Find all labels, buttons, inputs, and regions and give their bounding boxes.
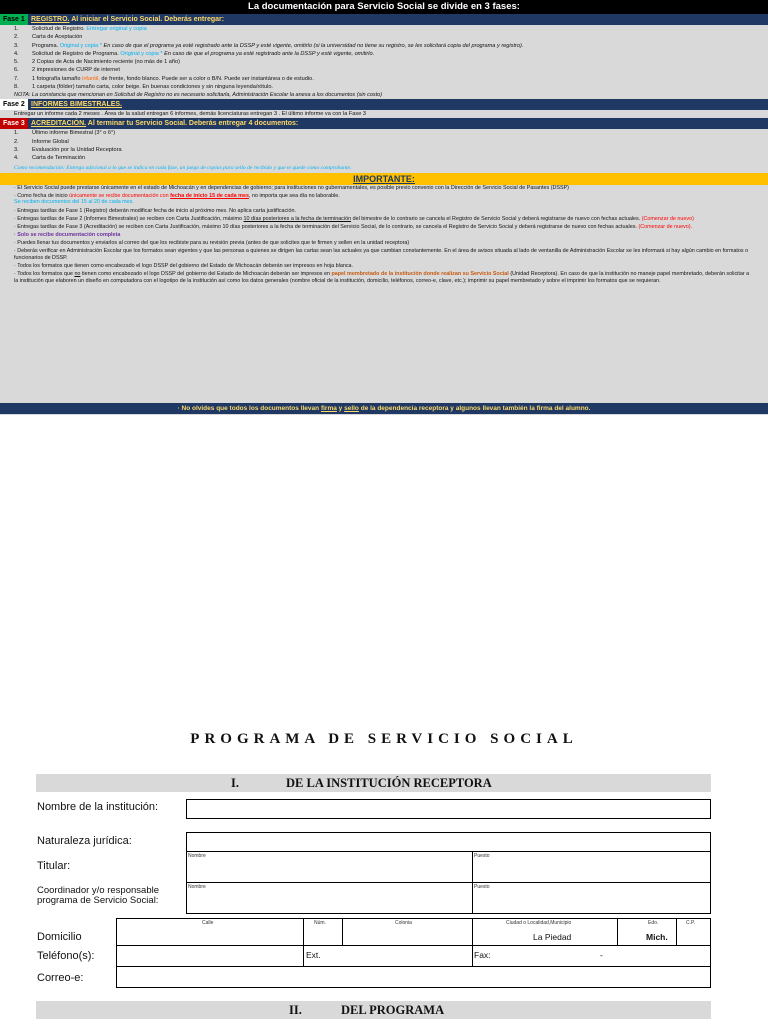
caption-num: Núm.: [314, 920, 326, 926]
phase1-list: [0, 25, 768, 91]
caption-cp: C.P.: [686, 920, 696, 926]
titular-nombre-input[interactable]: [186, 851, 473, 883]
phase1-subtitle: Al iniciar el Servicio Social. Deberás entregar:: [71, 16, 225, 23]
instructions-panel: [0, 0, 768, 415]
important-note: · Entregas tardías de Fase 1 (Registro) deberán modificar fecha de inicio al próximo mes. No aplica carta justificación.: [14, 207, 296, 214]
form-title: PROGRAMA DE SERVICIO SOCIAL: [190, 731, 578, 747]
label-coordinador: Coordinador y/o responsable programa de Servicio Social:: [37, 885, 159, 906]
telefono-input[interactable]: [116, 945, 304, 967]
important-note: · Todos los formatos que no tienen como encabezado el logo DSSP del gobierno del Estado de Michoacán deberán ser impresos en papel membretado de la institución donde realizan su Servicio Social (Unidad Receptora). En caso de que la institución no maneje papel membretado, deberán solicitar a la institución que elaboren un diseño en computadora con el logotipo de la institución así como los datos generales (nombre oficial de la institución, domicilio, teléfonos, correo-e, clave, etc.); imprimir su papel membretado y sobre el imprimir los formatos que se requieran.: [14, 271, 750, 285]
important-note: · El Servicio Social puede prestarse únicamente en el estado de Michoacán y en dependencias de gobierno; para instituciones no gubernamentales, es posible previo convenio con la Dirección de Servicio Social de Pasantes (DSSP): [14, 184, 569, 191]
label-naturaleza: Naturaleza jurídica:: [37, 835, 132, 847]
titular-puesto-input[interactable]: [472, 851, 711, 883]
important-notes: [0, 185, 768, 285]
phase2-text: Entregar un informe cada 2 meses . Área de la salud entregan 6 informes, demás licenciaturas entregan 3 . El último informe va con la Fase 3: [14, 111, 366, 118]
caption-puesto: Puesto: [474, 884, 490, 890]
phase2-title: INFORMES BIMESTRALES.: [31, 101, 123, 109]
list-item: 4. Carta de Terminación: [14, 155, 86, 162]
list-item: 2. Informe Global: [14, 138, 69, 145]
fax-value: -: [600, 950, 603, 960]
phase3-tag: Fase 3: [0, 118, 28, 129]
important-title: IMPORTANTE:: [0, 173, 768, 185]
list-item: 7. 1 fotografía tamaño infantil, de frente, fondo blanco. Puede ser a color o B/N. Puede ser instantánea o de estudio.: [14, 75, 314, 82]
ext-label: Ext.: [306, 950, 321, 960]
label-correo: Correo-e:: [37, 972, 84, 984]
list-item: 3. Programa. Original y copia * En caso de que el programa ya esté registrado ante la DSSP y esté vigente, omitirlo (si la universidad no tiene su registro, se les solicitará copia del programa y registro).: [14, 42, 524, 49]
list-item: 5. 2 Copias de Acta de Nacimiento reciente (no más de 1 año): [14, 59, 181, 66]
phase2-tag: Fase 2: [0, 99, 28, 110]
caption-ciudad: Ciudad o Localidad,Municipio: [506, 920, 572, 926]
coordinador-nombre-input[interactable]: [186, 882, 473, 914]
phase1-header: [0, 14, 768, 25]
ciudad-value: La Piedad: [533, 932, 572, 942]
label-telefono: Teléfono(s):: [37, 950, 95, 962]
phase1-tag: Fase 1: [0, 14, 28, 25]
important-note: · Entregas tardías de Fase 3 (Acreditación) se reciben con Carta Justificación, máximo 10 días posteriores a la fecha de terminación del Servicio Social, de lo contrario, se cancela el Registro de Servicio Social y deberá registrarse de nuevo con fechas actuales. (Comenzar de nuevo).: [14, 223, 693, 230]
signature-reminder: · No olvides que todos los documentos llevan firma y sello de la dependencia receptora y algunos llevan también la firma del alumno.: [0, 403, 768, 414]
important-note: · Como fecha de inicio únicamente se recibe documentación con fecha de inicio 15 de cada mes, no importa que sea día no laborable. Se reciben documentos del 15 al 20 de cada mes.: [14, 192, 340, 206]
label-titular: Titular:: [37, 860, 71, 872]
correo-input[interactable]: [116, 966, 711, 988]
caption-calle: Calle: [202, 920, 214, 926]
list-item: 1. Último informe Bimestral (3° o 6°): [14, 130, 116, 137]
phases-title: La documentación para Servicio Social se divide en 3 fases:: [0, 0, 768, 14]
caption-nombre: Nombre: [188, 884, 206, 890]
phase3-header: [0, 118, 768, 129]
estado-value: Mich.: [646, 932, 668, 942]
institucion-input[interactable]: [186, 799, 711, 819]
phase3-subtitle: Al terminar tu Servicio Social. Deberás entregar 4 documentos:: [87, 120, 299, 128]
coordinador-puesto-input[interactable]: [472, 882, 711, 914]
fax-label: Fax:: [474, 950, 491, 960]
phase2-header: [0, 99, 768, 110]
list-item: 1. Solicitud de Registro. Entregar original y copia: [14, 26, 147, 32]
caption-puesto: Puesto: [474, 853, 490, 859]
caption-nombre: Nombre: [188, 853, 206, 859]
section-programa: II. DEL PROGRAMA: [36, 1001, 711, 1019]
label-institucion: Nombre de la institución:: [37, 801, 159, 813]
section-institucion: I. DE LA INSTITUCIÓN RECEPTORA: [36, 774, 711, 792]
extension-input[interactable]: [303, 945, 473, 967]
important-note: · Deberás verificar en Administración Escolar que los formatos sean vigentes y que las personas a quienes se dirigen las cartas sean las actuales ya que cambian constantemente. En el área de avisos situada al lado de ventanilla de Administración Escolar se les informará si hay algún cambio en formatos o funcionarios de DSSP.: [14, 248, 749, 262]
naturaleza-input[interactable]: [186, 832, 711, 852]
phase1-note: NOTA: La constancia que mencionan en Solicitud de Registro no es necesario solicitarla, Administración Escolar la anexa a los documentos (sin costo): [14, 92, 383, 99]
recommendation: Como recomendación: Entrega adicional a lo que se indica en cada fase, un juego de copias para sello de recibido y que te quede como comprobante.: [14, 164, 352, 171]
list-item: 8. 1 carpeta (fólder) tamaño carta, color beige. En buenas condiciones y sin ninguna leyenda/rótulo.: [14, 84, 273, 91]
phase3-title: ACREDITACIÓN.: [31, 120, 87, 128]
important-note: · Todos los formatos que tienen como encabezado el logo DSSP del gobierno del Estado de Michoacán deberán ser impresos en hoja blanca.: [14, 263, 354, 270]
important-note: · Solo se recibe documentación completa: [14, 232, 121, 239]
list-item: 6. 2 impresiones de CURP de internet: [14, 67, 120, 74]
phase1-title: REGISTRO.: [31, 16, 70, 23]
label-domicilio: Domicilio: [37, 931, 82, 943]
list-item: 2. Carta de Aceptación: [14, 34, 83, 41]
important-note: · Puedes llenar tus documentos y enviarlos al correo del que los recibiste para su revisión previa (antes de que solicites que te firmen y sellen en la unidad receptora): [14, 240, 410, 247]
phase3-list: [0, 129, 768, 162]
important-note: · Entregas tardías de Fase 2 (Informes Bimestrales) se reciben con Carta Justificación, máximo 10 días posteriores a la fecha de terminación del bimestre de lo contrario se cancela el Registro de Servicio Social y deberá registrarse de nuevo con fechas actuales. (Comenzar de nuevo): [14, 215, 694, 222]
fax-input[interactable]: [472, 945, 711, 967]
caption-colonia: Colonia: [395, 920, 412, 926]
caption-edo: Edo.: [648, 920, 659, 926]
list-item: 3. Evaluación por la Unidad Receptora: [14, 146, 122, 153]
list-item: 4. Solicitud de Registro de Programa. Original y copia * En caso de que el programa ya esté registrado ante la DSSP y esté vigente, omitirlo.: [14, 50, 375, 57]
